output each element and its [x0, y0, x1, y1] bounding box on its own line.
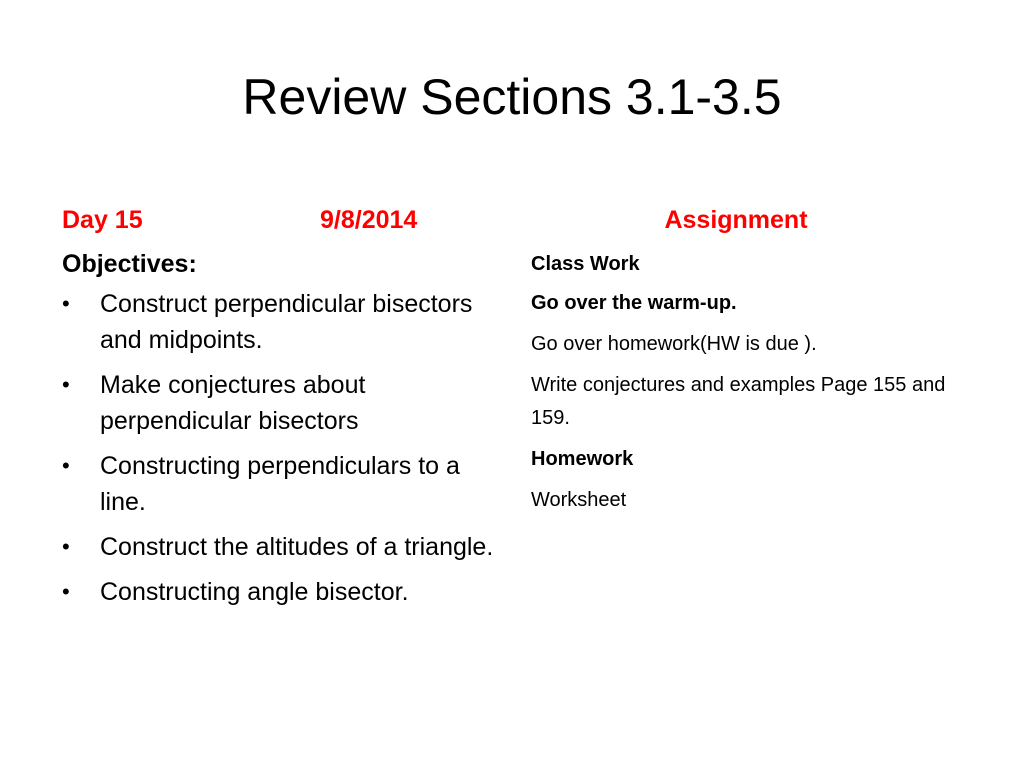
objective-text: Construct perpendicular bisectors and midpoints.	[100, 290, 473, 354]
assignment-item: Go over homework(HW is due ).	[531, 333, 817, 355]
assignment-column	[531, 198, 971, 525]
objective-text: Constructing perpendiculars to a line.	[100, 452, 460, 516]
class-work-heading: Class Work	[531, 253, 640, 275]
objective-item	[62, 286, 502, 358]
objective-item	[62, 529, 502, 565]
bullet-icon: •	[62, 579, 70, 604]
assignment-item: Write conjectures and examples Page 155 and 159.	[531, 374, 946, 429]
assignment-heading: Assignment	[664, 206, 808, 234]
bullet-icon: •	[62, 291, 70, 316]
objectives-heading: Objectives:	[62, 250, 197, 278]
objective-item	[62, 448, 502, 520]
objectives-list	[62, 286, 502, 610]
bullet-icon: •	[62, 534, 70, 559]
assignment-item: Worksheet	[531, 489, 627, 511]
objectives-column	[62, 198, 502, 619]
objective-item	[62, 574, 502, 610]
assignment-item: Go over the warm-up.	[531, 292, 737, 314]
homework-heading: Homework	[531, 448, 634, 470]
bullet-icon: •	[62, 453, 70, 478]
bullet-icon: •	[62, 372, 70, 397]
day-date-line	[62, 198, 502, 242]
objective-text: Construct the altitudes of a triangle.	[100, 533, 494, 561]
day-label: Day 15	[62, 206, 143, 234]
slide-title: Review Sections 3.1-3.5	[242, 69, 782, 125]
objective-item	[62, 367, 502, 439]
objective-text: Make conjectures about perpendicular bisectors	[100, 371, 366, 435]
date-label: 9/8/2014	[320, 206, 418, 234]
objective-text: Constructing angle bisector.	[100, 578, 409, 606]
